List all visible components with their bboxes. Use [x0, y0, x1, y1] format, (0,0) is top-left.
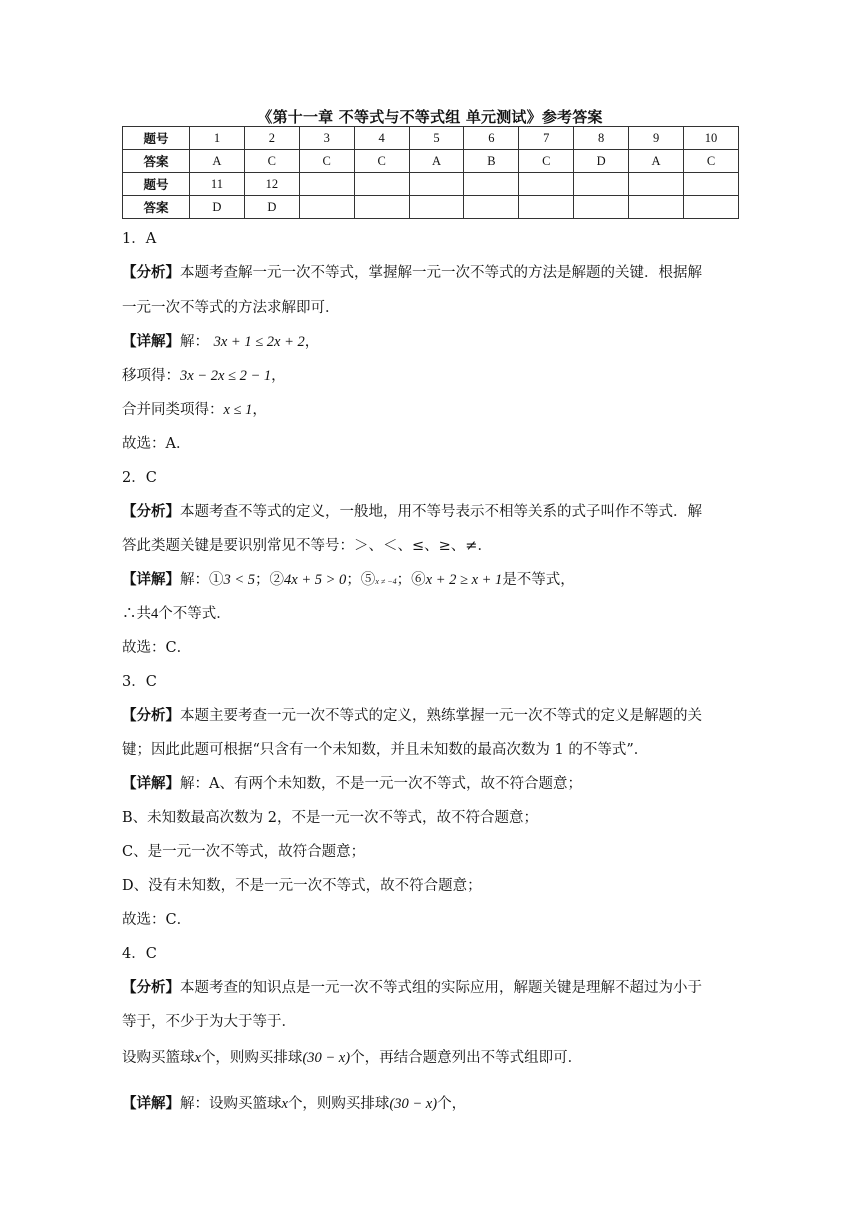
punct: ，	[252, 402, 267, 418]
table-row	[123, 127, 739, 150]
table-cell	[409, 196, 464, 219]
table-cell	[354, 196, 409, 219]
q3-option-d: D、没有未知数，不是一元一次不等式，故不符合题意；	[122, 878, 482, 894]
q3-detail	[122, 774, 582, 794]
setup-text: 个，再结合题意列出不等式组即可．	[350, 1050, 583, 1066]
analysis-tag: 【分析】	[122, 707, 180, 724]
q2-analysis	[122, 502, 702, 522]
math-expression: x + 2 ≥ x + 1	[425, 572, 503, 588]
table-cell	[629, 173, 684, 196]
table-cell: 5	[409, 127, 464, 150]
math-expression: (30 − x)	[389, 1096, 438, 1112]
detail-tag: 【详解】	[122, 775, 180, 792]
table-cell: C	[684, 150, 739, 173]
q1-choice: 故选：A．	[122, 436, 191, 452]
analysis-text: 本题考查不等式的定义，一般地，用不等号表示不相等关系的式子叫作不等式．解	[180, 504, 702, 520]
q3-option-c: C、是一元一次不等式，故符合题意；	[122, 844, 366, 860]
count-value: 4	[151, 606, 159, 622]
table-row	[123, 173, 739, 196]
math-expression: 3x + 1 ≤ 2x + 2	[213, 334, 305, 350]
step-label: 合并同类项得：	[122, 402, 224, 418]
analysis-text: 本题考查解一元一次不等式，掌握解一元一次不等式的方法是解题的关键．根据解	[180, 265, 702, 281]
q1-analysis	[122, 263, 702, 283]
detail-text: 解：A、有两个未知数，不是一元一次不等式，故不符合题意；	[180, 776, 582, 792]
table-cell	[574, 196, 629, 219]
table-cell: C	[244, 150, 299, 173]
table-cell: 7	[519, 127, 574, 150]
table-row	[123, 150, 739, 173]
math-expression: x ≤ 1	[223, 402, 253, 418]
detail-text: ；⑤	[346, 572, 376, 588]
table-cell	[519, 173, 574, 196]
table-cell: B	[464, 150, 519, 173]
table-cell: 题号	[123, 173, 190, 196]
table-cell	[354, 173, 409, 196]
table-cell: 答案	[123, 196, 190, 219]
detail-prefix: 解：	[180, 334, 209, 350]
detail-text: ；⑥	[396, 572, 426, 588]
table-cell: D	[190, 196, 245, 219]
q4-setup	[122, 1048, 582, 1068]
page-title: 《第十一章 不等式与不等式组 单元测试》参考答案	[257, 108, 603, 126]
detail-text: 个，则购买排球	[287, 1096, 390, 1112]
analysis-tag: 【分析】	[122, 264, 180, 281]
q3-heading: 3．C	[122, 674, 157, 690]
q4-detail	[122, 1094, 466, 1114]
table-cell	[464, 196, 519, 219]
setup-text: 个，则购买排球	[200, 1050, 303, 1066]
table-cell: A	[190, 150, 245, 173]
q2-heading: 2．C	[122, 470, 157, 486]
q1-detail	[122, 332, 319, 352]
table-cell: C	[519, 150, 574, 173]
table-cell: 11	[190, 173, 245, 196]
punct: ，	[271, 368, 286, 384]
math-expression: 4x + 5 > 0	[284, 572, 347, 588]
math-expression: (30 − x)	[302, 1050, 351, 1066]
table-cell: 1	[190, 127, 245, 150]
q2-conclusion	[122, 604, 231, 624]
math-expression: 3 < 5	[223, 572, 256, 588]
math-variable: x	[281, 1096, 288, 1112]
q3-analysis	[122, 706, 702, 726]
math-expression: 3x − 2x ≤ 2 − 1	[180, 368, 272, 384]
table-cell	[574, 173, 629, 196]
analysis-tag: 【分析】	[122, 503, 180, 520]
table-cell: A	[629, 150, 684, 173]
detail-tag: 【详解】	[122, 333, 180, 350]
table-cell	[409, 173, 464, 196]
q3-analysis-cont: 键；因此此题可根据“只含有一个未知数，并且未知数的最高次数为 1 的不等式”．	[122, 742, 649, 758]
q2-choice: 故选：C．	[122, 640, 192, 656]
table-cell: A	[409, 150, 464, 173]
analysis-tag: 【分析】	[122, 979, 180, 996]
detail-text: ；②	[255, 572, 285, 588]
table-cell: 12	[244, 173, 299, 196]
table-cell: D	[574, 150, 629, 173]
q3-choice: 故选：C．	[122, 912, 192, 928]
table-cell: 2	[244, 127, 299, 150]
table-cell: 6	[464, 127, 519, 150]
detail-text: 是不等式，	[502, 572, 575, 588]
table-cell: 8	[574, 127, 629, 150]
q1-heading: 1．A	[122, 231, 157, 247]
q3-option-b: B、未知数最高次数为 2，不是一元一次不等式，故不符合题意；	[122, 810, 538, 826]
q4-heading: 4．C	[122, 946, 157, 962]
table-cell: 4	[354, 127, 409, 150]
analysis-text: 本题考查的知识点是一元一次不等式组的实际应用，解题关键是理解不超过为小于	[180, 980, 702, 996]
table-cell: 3	[299, 127, 354, 150]
table-cell	[684, 196, 739, 219]
table-cell: 题号	[123, 127, 190, 150]
q1-analysis-cont: 一元一次不等式的方法求解即可．	[122, 300, 340, 316]
math-expression: x ≠ −4	[375, 577, 397, 586]
detail-tag: 【详解】	[122, 571, 180, 588]
q1-step1	[122, 366, 286, 386]
table-cell: D	[244, 196, 299, 219]
detail-text: 个，	[437, 1096, 467, 1112]
table-cell	[684, 173, 739, 196]
q2-analysis-cont: 答此类题关键是要识别常见不等号：＞、＜、≤、≥、≠．	[122, 538, 492, 554]
detail-text: 解：设购买篮球	[180, 1096, 282, 1112]
conclusion-text: 个不等式．	[158, 606, 231, 622]
q4-analysis	[122, 978, 702, 998]
table-cell: 10	[684, 127, 739, 150]
analysis-text: 本题主要考查一元一次不等式的定义，熟练掌握一元一次不等式的定义是解题的关	[180, 708, 702, 724]
table-cell	[464, 173, 519, 196]
table-cell	[299, 196, 354, 219]
setup-text: 设购买篮球	[122, 1050, 195, 1066]
table-cell: 答案	[123, 150, 190, 173]
table-cell: 9	[629, 127, 684, 150]
math-variable: x	[194, 1050, 201, 1066]
answer-table	[122, 126, 739, 219]
detail-text: 解：①	[180, 572, 224, 588]
q2-detail	[122, 570, 575, 592]
conclusion-text: ∴共	[122, 606, 151, 622]
punct: ，	[304, 334, 320, 350]
detail-tag: 【详解】	[122, 1095, 180, 1112]
table-cell: C	[299, 150, 354, 173]
table-cell	[629, 196, 684, 219]
q1-step2	[122, 400, 267, 420]
q4-analysis-cont: 等于，不少于为大于等于．	[122, 1014, 296, 1030]
table-row	[123, 196, 739, 219]
table-cell	[299, 173, 354, 196]
table-cell	[519, 196, 574, 219]
table-cell: C	[354, 150, 409, 173]
step-label: 移项得：	[122, 368, 180, 384]
